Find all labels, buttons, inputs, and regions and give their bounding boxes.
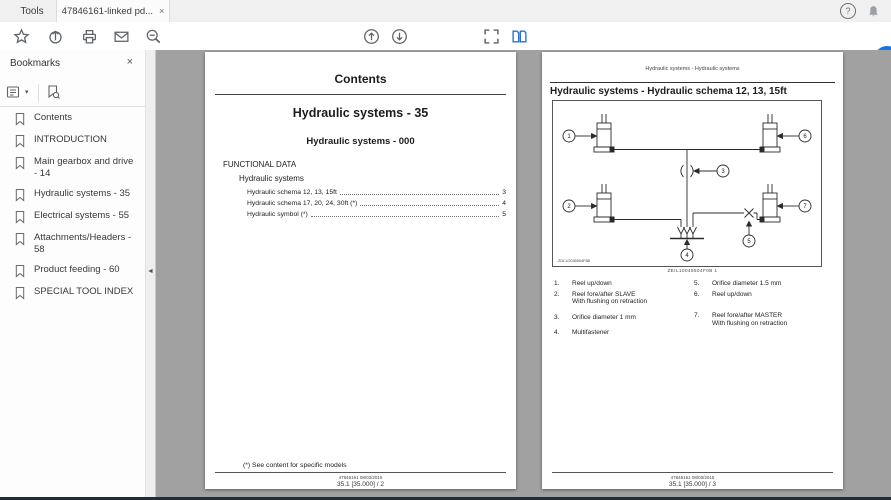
legend-text: Orifice diameter 1.5 mm — [712, 280, 782, 287]
callout-5: 5 — [747, 239, 751, 246]
footer-doc-id: 47846161 08/03/2015 — [338, 475, 383, 480]
footer-rule — [552, 472, 833, 473]
schema-heading: Hydraulic systems - Hydraulic schema 12, 13, 15ft — [550, 86, 787, 97]
bookmark-item-special-tool-index[interactable]: SPECIAL TOOL INDEX — [0, 282, 145, 304]
toc-page-number: 4 — [502, 200, 506, 207]
bookmark-item-introduction[interactable]: INTRODUCTION — [0, 130, 145, 152]
next-page-icon[interactable] — [390, 27, 408, 45]
bookmark-item-contents[interactable]: Contents — [0, 108, 145, 130]
main-toolbar — [0, 22, 891, 51]
tab-bar — [0, 0, 891, 22]
favorite-star-icon[interactable] — [12, 27, 30, 45]
legend-text: Multifastener — [572, 329, 610, 336]
toc-page-number: 5 — [502, 211, 506, 218]
toolbar-divider — [38, 84, 39, 102]
toc-entry[interactable]: Hydraulic schema 12, 13, 15ft 3 — [247, 189, 506, 196]
tab-document[interactable] — [56, 0, 170, 22]
toc-group-label: Hydraulic systems — [239, 174, 304, 183]
print-icon[interactable] — [80, 27, 98, 45]
chapter-subheading: Hydraulic systems - 000 — [306, 136, 415, 147]
legend-text: Reel up/down — [572, 280, 612, 287]
pdf-page-right — [542, 52, 843, 489]
bookmark-item-attachments-headers[interactable]: Attachments/Headers - 58 — [0, 228, 145, 260]
bookmark-item-electrical-systems[interactable]: Electrical systems - 55 — [0, 206, 145, 228]
figure-caption: ZEIL10045504F0B 1 — [667, 268, 718, 273]
table-of-contents — [247, 185, 506, 218]
options-caret-icon[interactable]: ▾ — [25, 89, 29, 96]
page-view-icon[interactable] — [482, 27, 500, 45]
callout-1: 1 — [567, 134, 571, 141]
help-icon[interactable]: ? — [840, 3, 856, 19]
legend-text: Orifice diameter 1 mm — [572, 313, 636, 321]
legend-subtext: With flushing on retraction — [712, 319, 788, 327]
previous-page-icon[interactable] — [362, 27, 380, 45]
email-icon[interactable] — [112, 27, 130, 45]
document-tab-label: 47846161-linked pd... — [61, 5, 154, 17]
toc-leader-dots — [340, 194, 499, 195]
bookmarks-toolbar — [0, 80, 145, 107]
figure-code: ZDL1/2045504F6B — [558, 259, 591, 263]
bookmark-item-main-gearbox[interactable]: Main gearbox and drive - 14 — [0, 152, 145, 184]
share-upload-icon[interactable] — [46, 27, 64, 45]
section-label: FUNCTIONAL DATA — [223, 160, 297, 169]
toc-leader-dots — [311, 216, 499, 217]
toc-leader-dots — [360, 205, 499, 206]
bookmark-flag-icon — [14, 264, 26, 278]
panel-edge — [146, 50, 156, 497]
toc-page-number: 3 — [502, 189, 506, 196]
callout-7: 7 — [803, 204, 807, 211]
zoom-out-icon[interactable] — [144, 27, 162, 45]
callout-3: 3 — [721, 169, 725, 176]
legend-text: Reel up/down — [712, 290, 752, 298]
bookmark-flag-icon — [14, 156, 26, 170]
tabbar-right-controls — [840, 3, 881, 19]
header-rule — [550, 82, 835, 83]
legend-left-column: 1. Reel up/down 2. Reel fore/after SLAVE With flushing on retraction 3. Orifice diameter 1 mm 4. Multifastener — [554, 280, 648, 336]
hydraulic-schema-figure — [552, 100, 822, 267]
tab-tools[interactable] — [8, 0, 56, 22]
toc-entry[interactable]: Hydraulic symbol (*) 5 — [247, 211, 506, 218]
hydraulic-schematic-drawing — [553, 101, 821, 266]
title-rule — [215, 94, 506, 95]
callout-6: 6 — [803, 134, 807, 141]
legend-text: Reel fore/after SLAVE With flushing on retraction — [572, 290, 648, 305]
tools-tab-label: Tools — [20, 5, 44, 17]
bookmark-flag-icon — [14, 232, 26, 246]
bell-icon[interactable] — [866, 4, 881, 19]
bookmark-flag-icon — [14, 210, 26, 224]
bookmarks-panel — [0, 50, 146, 497]
legend-text: Reel fore/after MASTER With flushing on retraction — [712, 312, 788, 327]
chapter-heading: Hydraulic systems - 35 — [292, 106, 429, 120]
callout-4: 4 — [685, 253, 689, 260]
bookmarks-options-icon[interactable] — [4, 83, 22, 101]
collapse-panel-handle[interactable]: ◄ — [147, 268, 154, 275]
document-area — [156, 50, 891, 497]
contents-title: Contents — [334, 72, 387, 86]
pdf-page-left — [205, 52, 516, 489]
bookmark-item-product-feeding[interactable]: Product feeding - 60 — [0, 260, 145, 282]
bookmark-flag-icon — [14, 286, 26, 300]
bookmark-search-icon[interactable] — [44, 83, 62, 101]
bookmarks-panel-title: Bookmarks — [10, 58, 61, 69]
two-page-view-icon[interactable] — [510, 27, 528, 45]
legend-right-column: 5. Orifice diameter 1.5 mm 6. Reel up/down 7. Reel fore/after MASTER With flushing on retraction — [694, 280, 788, 327]
footnote: (*) See content for specific models — [243, 462, 347, 469]
bookmarks-close-icon[interactable]: × — [126, 56, 133, 68]
bookmark-flag-icon — [14, 112, 26, 126]
footer-doc-id: 47846161 08/03/2015 — [670, 475, 715, 480]
running-header: Hydraulic systems - Hydraulic systems — [645, 66, 740, 72]
toc-entry[interactable]: Hydraulic schema 17, 20, 24, 30ft (*) 4 — [247, 200, 506, 207]
bookmarks-list — [0, 108, 145, 304]
bookmark-flag-icon — [14, 134, 26, 148]
bookmark-flag-icon — [14, 188, 26, 202]
footer-page-ref: 35.1 [35.000] / 2 — [337, 481, 384, 488]
footer-rule — [215, 472, 506, 473]
footer-page-ref: 35.1 [35.000] / 3 — [669, 481, 716, 488]
bookmark-item-hydraulic-systems[interactable]: Hydraulic systems - 35 — [0, 184, 145, 206]
callout-2: 2 — [567, 204, 571, 211]
tab-close-icon[interactable]: × — [159, 6, 165, 16]
legend-subtext: With flushing on retraction — [572, 298, 648, 305]
